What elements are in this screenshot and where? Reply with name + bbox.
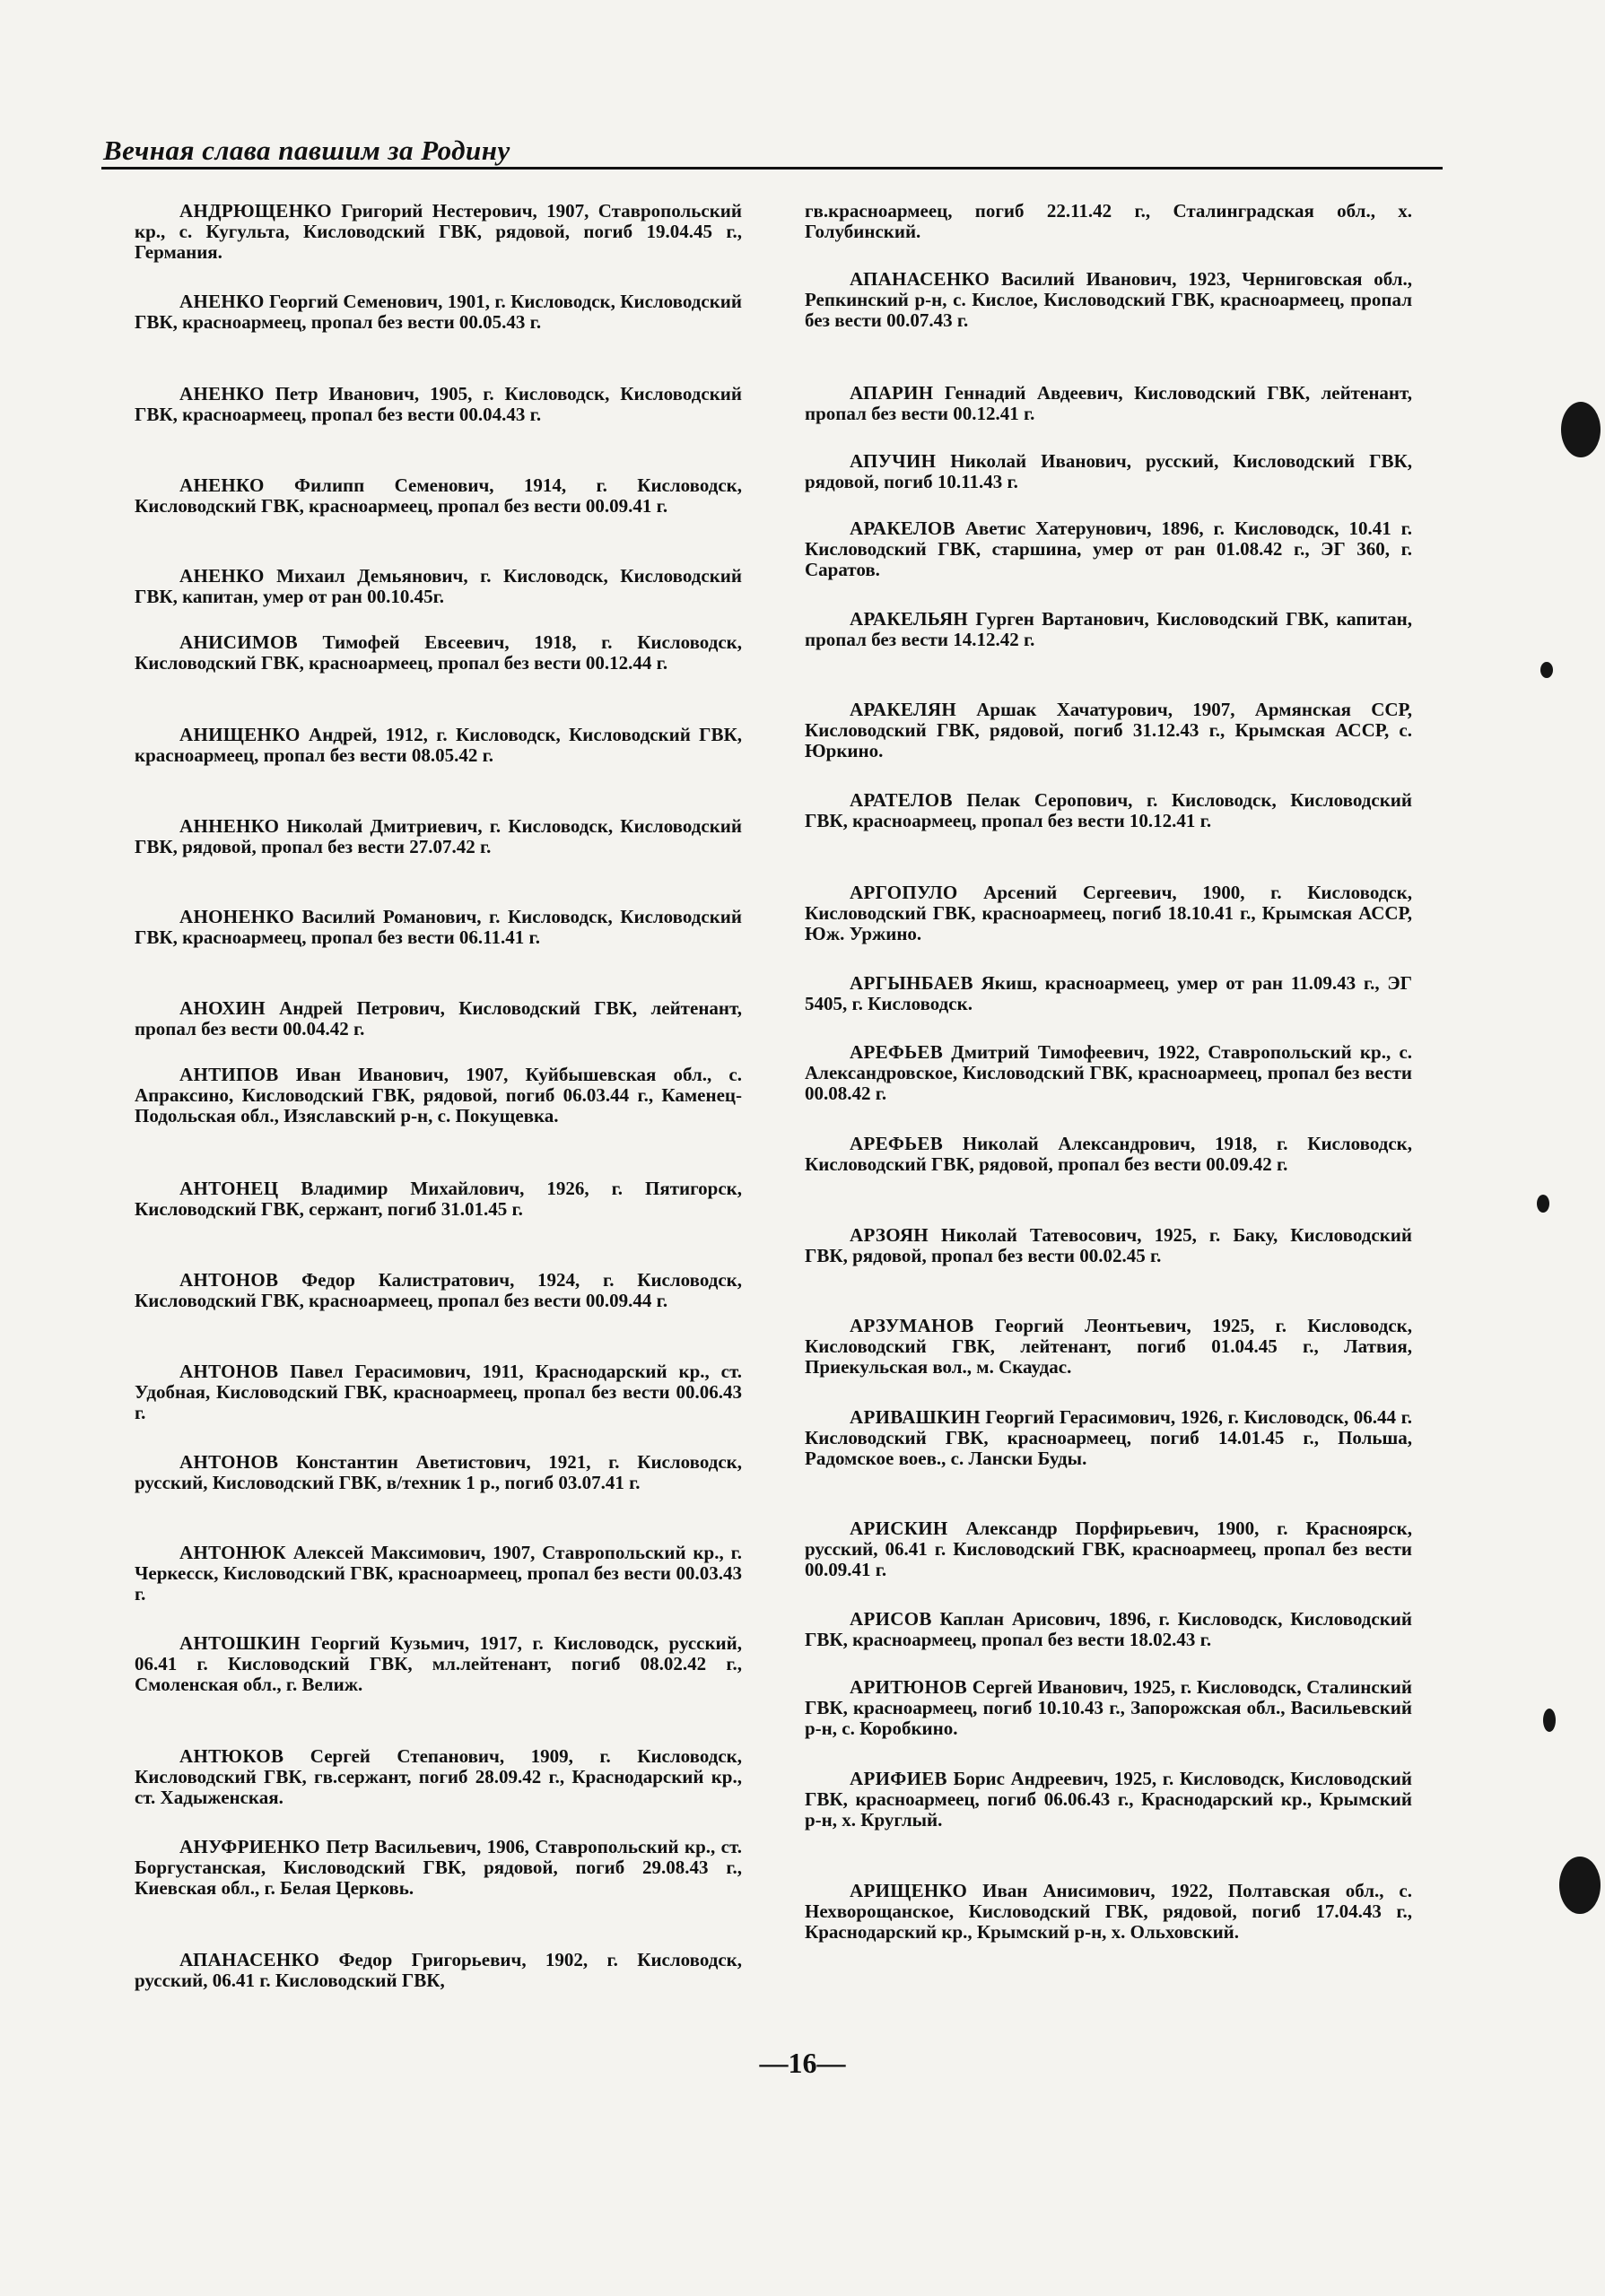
entry-details: Аветис Хатерунович, 1896, г. Кисловодск, 10.41 г. Кисловодский ГВК, старшина, умер от ран 01.08.42 г., ЭГ 360, г. Саратов. — [805, 517, 1412, 581]
memorial-entry — [135, 632, 742, 674]
memorial-entry — [805, 1042, 1412, 1105]
binder-hole — [1540, 662, 1553, 678]
memorial-entry — [805, 1316, 1412, 1378]
entry-surname: АНЕНКО — [179, 474, 265, 496]
entry-details: Михаил Демьянович, г. Кисловодск, Кисловодский ГВК, капитан, умер от ран 00.10.45г. — [135, 565, 742, 608]
entry-surname: АПУЧИН — [850, 450, 937, 472]
header-rule — [101, 167, 1443, 170]
entry-details: Георгий Герасимович, 1926, г. Кисловодск, 06.44 г. Кисловодский ГВК, красноармеец, погиб 14.01.45 г., Польша, Радомское воев., с. Лански Буды. — [805, 1406, 1413, 1470]
entry-details: Николай Дмитриевич, г. Кисловодск, Кисловодский ГВК, рядовой, пропал без вести 27.07.42 г. — [135, 815, 743, 858]
memorial-entry — [805, 1881, 1412, 1944]
memorial-entry — [135, 1065, 742, 1127]
entry-surname: АРГЫНБАЕВ — [850, 972, 973, 994]
entry-details: Якиш, красноармеец, умер от ран 11.09.43 г., ЭГ 5405, г. Кисловодск. — [805, 972, 1412, 1015]
binder-hole — [1537, 1195, 1549, 1213]
memorial-entry — [135, 1361, 742, 1424]
memorial-entry — [805, 1225, 1412, 1266]
entry-surname: АРИСКИН — [850, 1518, 948, 1539]
memorial-entry — [805, 451, 1412, 492]
entry-details: Дмитрий Тимофеевич, 1922, Ставропольский кр., с. Александровское, Кисловодский ГВК, красноармеец, пропал без вести 00.08.42 г. — [805, 1041, 1413, 1105]
entry-details: Андрей Петрович, Кисловодский ГВК, лейтенант, пропал без вести 00.04.42 г. — [135, 997, 742, 1040]
entry-surname: АНИСИМОВ — [179, 631, 298, 653]
entry-details: Василий Иванович, 1923, Черниговская обл., Репкинский р-н, с. Кислое, Кисловодский ГВК, красноармеец, пропал без вести 00.07.43 г. — [805, 268, 1412, 332]
memorial-entry — [135, 1950, 742, 1991]
memorial-entry — [135, 1837, 742, 1900]
entry-surname: АНУФРИЕНКО — [179, 1836, 320, 1857]
entry-details: Каплан Арисович, 1896, г. Кисловодск, Кисловодский ГВК, красноармеец, пропал без вести 18.02.43 г. — [805, 1608, 1413, 1651]
entry-details: Сергей Степанович, 1909, г. Кисловодск, Кисловодский ГВК, гв.сержант, погиб 28.09.42 г., Краснодарский кр., ст. Хадыженская. — [135, 1745, 743, 1809]
entry-surname: АРИТЮНОВ — [850, 1676, 968, 1698]
entry-details: Петр Васильевич, 1906, Ставропольский кр., ст. Боргустанская, Кисловодский ГВК, рядовой, погиб 29.08.43 г., Киевская обл., г. Белая Церковь. — [135, 1836, 742, 1900]
entry-details: Сергей Иванович, 1925, г. Кисловодск, Сталинский ГВК, красноармеец, погиб 10.10.43 г., Запорожская обл., Васильевский р-н, с. Коробкино. — [805, 1676, 1412, 1740]
entry-surname: АРАКЕЛЬЯН — [850, 608, 969, 630]
entry-details: Федор Григорьевич, 1902, г. Кисловодск, русский, 06.41 г. Кисловодский ГВК, — [135, 1949, 743, 1992]
memorial-entry — [135, 1746, 742, 1809]
entry-details: Георгий Семенович, 1901, г. Кисловодск, Кисловодский ГВК, красноармеец, пропал без вести 00.05.43 г. — [135, 291, 742, 334]
entry-surname: АПАРИН — [850, 382, 934, 404]
entry-surname: АНОХИН — [179, 997, 266, 1019]
entry-surname: АРАТЕЛОВ — [850, 789, 953, 811]
entry-details: гв.красноармеец, погиб 22.11.42 г., Сталинградская обл., х. Голубинский. — [805, 200, 1412, 243]
entry-surname: АНЕНКО — [179, 565, 265, 587]
entry-surname: АНТОНЮК — [179, 1542, 286, 1563]
memorial-entry — [805, 1677, 1412, 1740]
entry-details: Аршак Хачатурович, 1907, Армянская ССР, Кисловодский ГВК, рядовой, погиб 31.12.43 г., Крымская АССР, с. Юркино. — [805, 699, 1413, 762]
entry-surname: АНДРЮЩЕНКО — [179, 200, 332, 222]
memorial-entry — [805, 700, 1412, 762]
header-title: Вечная слава павшим за Родину — [103, 135, 510, 166]
entry-details: Алексей Максимович, 1907, Ставропольский кр., г. Черкесск, Кисловодский ГВК, красноармеец, пропал без вести 00.03.43 г. — [135, 1542, 742, 1605]
memorial-entry — [805, 609, 1412, 650]
entry-surname: АРГОПУЛО — [850, 882, 958, 903]
memorial-entry — [135, 475, 742, 517]
entry-surname: АНТОНОВ — [179, 1451, 279, 1473]
entry-details: Федор Калистратович, 1924, г. Кисловодск, Кисловодский ГВК, красноармеец, пропал без вести 00.09.44 г. — [135, 1269, 743, 1312]
entry-surname: АРИВАШКИН — [850, 1406, 981, 1428]
entry-details: Николай Иванович, русский, Кисловодский ГВК, рядовой, погиб 10.11.43 г. — [805, 450, 1413, 493]
entry-surname: АННЕНКО — [179, 815, 280, 837]
entry-details: Владимир Михайлович, 1926, г. Пятигорск, Кисловодский ГВК, сержант, погиб 31.01.45 г. — [135, 1178, 742, 1221]
entry-details: Григорий Нестерович, 1907, Ставропольский кр., с. Кугульта, Кисловодский ГВК, рядовой, погиб 19.04.45 г., Германия. — [135, 200, 743, 264]
memorial-entry — [805, 1609, 1412, 1650]
entry-surname: АРИСОВ — [850, 1608, 932, 1630]
entry-details: Филипп Семенович, 1914, г. Кисловодск, Кисловодский ГВК, красноармеец, пропал без вести 00.09.41 г. — [135, 474, 743, 517]
entry-details: Александр Порфирьевич, 1900, г. Красноярск, русский, 06.41 г. Кисловодский ГВК, красноармеец, пропал без вести 00.09.41 г. — [805, 1518, 1413, 1581]
entry-details: Иван Иванович, 1907, Куйбышевская обл., с. Апраксино, Кисловодский ГВК, рядовой, погиб 06.03.44 г., Каменец-Подольская обл., Изяславский р-н, с. Покущевка. — [135, 1064, 743, 1127]
entry-surname: АНТОНЕЦ — [179, 1178, 279, 1199]
entry-surname: АРАКЕЛОВ — [850, 517, 955, 539]
entry-surname: АПАНАСЕНКО — [179, 1949, 320, 1970]
memorial-entry — [135, 725, 742, 766]
memorial-entry — [135, 1543, 742, 1605]
entry-details: Павел Герасимович, 1911, Краснодарский кр., ст. Удобная, Кисловодский ГВК, красноармеец, пропал без вести 00.06.43 г. — [135, 1361, 742, 1424]
entry-surname: АПАНАСЕНКО — [850, 268, 990, 290]
entry-details: Гурген Вартанович, Кисловодский ГВК, капитан, пропал без вести 14.12.42 г. — [805, 608, 1412, 651]
entry-surname: АРЕФЬЕВ — [850, 1133, 944, 1154]
memorial-entry — [135, 201, 742, 264]
entry-details: Геннадий Авдеевич, Кисловодский ГВК, лейтенант, пропал без вести 00.12.41 г. — [805, 382, 1413, 425]
page-number: —16— — [759, 2047, 846, 2079]
memorial-entry — [805, 883, 1412, 945]
memorial-entry — [805, 518, 1412, 581]
entry-surname: АРЕФЬЕВ — [850, 1041, 944, 1063]
memorial-entry — [135, 816, 742, 857]
memorial-entry — [135, 566, 742, 607]
entry-details: Андрей, 1912, г. Кисловодск, Кисловодский ГВК, красноармеец, пропал без вести 08.05.42 г. — [135, 724, 742, 767]
entry-surname: АРЗУМАНОВ — [850, 1315, 974, 1336]
memorial-entry — [805, 201, 1412, 242]
memorial-entry — [135, 998, 742, 1039]
entry-surname: АНОНЕНКО — [179, 906, 294, 927]
entry-details: Василий Романович, г. Кисловодск, Кисловодский ГВК, красноармеец, пропал без вести 06.11.41 г. — [135, 906, 742, 949]
binder-hole — [1543, 1709, 1556, 1732]
entry-details: Георгий Кузьмич, 1917, г. Кисловодск, русский, 06.41 г. Кисловодский ГВК, мл.лейтенант, погиб 08.02.42 г., Смоленская обл., г. Велиж. — [135, 1632, 743, 1696]
memorial-entry — [135, 384, 742, 425]
memorial-entry — [135, 1178, 742, 1220]
entry-details: Петр Иванович, 1905, г. Кисловодск, Кисловодский ГВК, красноармеец, пропал без вести 00.04.43 г. — [135, 383, 742, 426]
entry-details: Иван Анисимович, 1922, Полтавская обл., с. Нехворощанское, Кисловодский ГВК, рядовой, погиб 17.04.43 г., Краснодарский кр., Крымский р-н, х. Ольховский. — [805, 1880, 1413, 1944]
memorial-entry — [805, 790, 1412, 831]
entry-surname: АРЗОЯН — [850, 1224, 929, 1246]
memorial-entry — [805, 383, 1412, 424]
memorial-entry — [805, 1407, 1412, 1470]
entry-surname: АНЕНКО — [179, 291, 265, 312]
binder-hole — [1561, 402, 1601, 457]
memorial-entry — [135, 1633, 742, 1696]
memorial-entry — [805, 269, 1412, 332]
entry-details: Тимофей Евсеевич, 1918, г. Кисловодск, Кисловодский ГВК, красноармеец, пропал без вести 00.12.44 г. — [135, 631, 742, 674]
memorial-entry — [135, 291, 742, 333]
entry-surname: АРАКЕЛЯН — [850, 699, 956, 720]
binder-hole — [1559, 1857, 1601, 1914]
page-header — [101, 135, 1443, 169]
entry-surname: АНТЮКОВ — [179, 1745, 284, 1767]
entry-details: Николай Александрович, 1918, г. Кисловодск, Кисловодский ГВК, рядовой, пропал без вести 00.09.42 г. — [805, 1133, 1413, 1176]
entry-details: Георгий Леонтьевич, 1925, г. Кисловодск, Кисловодский ГВК, лейтенант, погиб 01.04.45 г., Латвия, Приекульская вол., м. Скаудас. — [805, 1315, 1412, 1378]
memorial-entry — [135, 1270, 742, 1311]
memorial-entry — [805, 1134, 1412, 1175]
memorial-entry — [805, 973, 1412, 1014]
memorial-entry — [805, 1518, 1412, 1581]
entry-surname: АНТОШКИН — [179, 1632, 301, 1654]
entry-surname: АРИЩЕНКО — [850, 1880, 968, 1901]
entry-details: Пелак Серопович, г. Кисловодск, Кисловодский ГВК, красноармеец, пропал без вести 10.12.41 г. — [805, 789, 1412, 832]
entry-details: Константин Аветистович, 1921, г. Кисловодск, русский, Кисловодский ГВК, в/техник 1 р., погиб 03.07.41 г. — [135, 1451, 743, 1494]
memorial-entry — [135, 907, 742, 948]
entry-surname: АНИЩЕНКО — [179, 724, 301, 745]
entry-details: Арсений Сергеевич, 1900, г. Кисловодск, Кисловодский ГВК, красноармеец, погиб 18.10.41 г., Крымская АССР, Юж. Уржино. — [805, 882, 1413, 945]
entry-details: Николай Татевосович, 1925, г. Баку, Кисловодский ГВК, рядовой, пропал без вести 00.02.45 г. — [805, 1224, 1412, 1267]
memorial-entry — [135, 1452, 742, 1493]
memorial-entry — [805, 1769, 1412, 1831]
entry-details: Борис Андреевич, 1925, г. Кисловодск, Кисловодский ГВК, красноармеец, погиб 06.06.43 г., Краснодарский кр., Крымский р-н, х. Круглый. — [805, 1768, 1412, 1831]
entry-surname: АНТОНОВ — [179, 1269, 279, 1291]
entry-surname: АНЕНКО — [179, 383, 265, 404]
entry-surname: АНТИПОВ — [179, 1064, 279, 1085]
entry-surname: АНТОНОВ — [179, 1361, 279, 1382]
entry-surname: АРИФИЕВ — [850, 1768, 947, 1789]
